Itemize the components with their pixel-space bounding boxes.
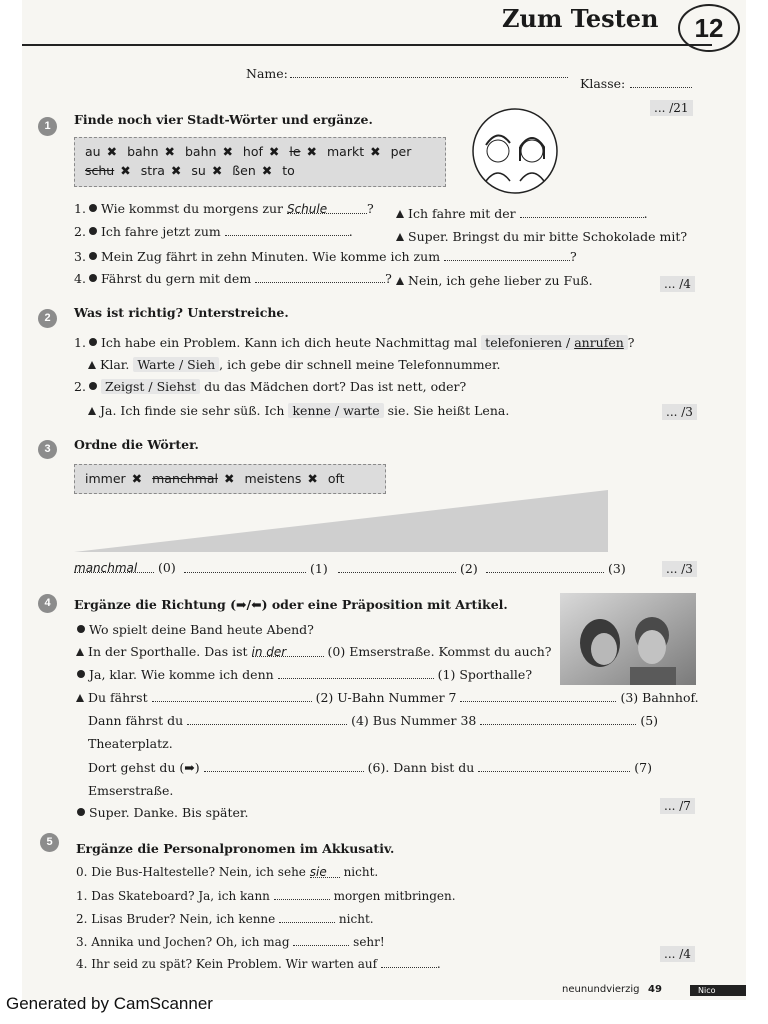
line-text: nicht. (338, 912, 374, 926)
ex3-answer-2 (338, 560, 478, 576)
option-a: telefonieren (485, 335, 563, 350)
answer-field[interactable] (204, 759, 364, 772)
ex4-line-5 (88, 712, 658, 728)
speaker-circle-icon (89, 382, 97, 390)
line-number: 4. (74, 271, 86, 286)
answer-field[interactable] (252, 644, 324, 657)
exercise-5-number: 5 (40, 833, 59, 852)
ex1-line-1 (74, 201, 374, 216)
class-label: Klasse: (580, 76, 626, 91)
heading-text: ) oder eine Präposition mit Artikel. (261, 597, 508, 612)
line-text: In der Sporthalle. Das ist (88, 644, 248, 659)
answer-field[interactable] (338, 560, 456, 573)
answer-field[interactable] (278, 666, 434, 679)
brand-logo: Nico (690, 985, 746, 996)
line-text: Dann fährst du (88, 713, 184, 728)
line-text: . (436, 957, 441, 971)
page-number: 49 (648, 984, 662, 995)
chapter-number: 12 (678, 4, 740, 52)
line-text: ? (385, 271, 392, 286)
ex1-line-2 (74, 223, 353, 239)
speaker-circle-icon (89, 338, 97, 346)
speaker-circle-icon (77, 670, 85, 678)
exercise-3-word-box: immer ✖ manchmal ✖ meistens ✖ oft (74, 464, 386, 494)
answer-field[interactable] (381, 955, 437, 968)
line-number: 2. (74, 224, 86, 239)
answer-field[interactable] (444, 248, 570, 261)
answer-field[interactable] (480, 712, 636, 725)
line-text: Annika und Jochen? Oh, ich mag (91, 935, 290, 949)
speaker-triangle-icon (396, 233, 404, 241)
word: immer (85, 471, 126, 486)
page-number-word: neunundvierzig (562, 984, 640, 995)
ex4-line-4 (74, 689, 699, 705)
exercise-2-heading: Was ist richtig? Unterstreiche. (74, 305, 289, 320)
total-score: ... /21 (650, 100, 693, 116)
arrow-left-icon: ⬅ (251, 597, 262, 612)
exercise-3-number: 3 (38, 440, 57, 459)
page-title: Zum Testen (502, 4, 659, 33)
choice-warte-sieh[interactable]: Warte / Sieh (133, 357, 219, 372)
line-text: ? (627, 335, 635, 350)
option-b-underlined: anrufen (574, 335, 624, 350)
exercise-3-score: ... /3 (662, 561, 697, 577)
line-number: 2. (74, 379, 86, 394)
ex1-line-1-reply (394, 205, 648, 221)
line-text: Ich fahre jetzt zum (100, 224, 221, 239)
ex2-line-3 (74, 379, 466, 394)
choice-kenne-warte[interactable]: kenne / warte (288, 403, 383, 418)
name-label: Name: (246, 66, 288, 81)
answer-field[interactable] (460, 689, 616, 702)
ex1-line-4-reply (394, 273, 593, 288)
speaker-triangle-icon (76, 648, 84, 656)
line-text: Super. Bringst du mir bitte Schokolade mit? (408, 229, 688, 244)
line-text: Ich habe ein Problem. Kann ich dich heute Nachmittag mal (100, 335, 478, 350)
ex2-line-2 (86, 357, 501, 372)
speaker-circle-icon (89, 204, 97, 212)
answer-field[interactable] (293, 933, 349, 946)
slot-label: (0) (157, 560, 176, 575)
camscanner-watermark: Generated by CamScanner (6, 994, 213, 1013)
choice-zeigst-siehst[interactable]: Zeigst / Siehst (101, 379, 200, 394)
ex4-line-9 (74, 805, 248, 820)
syllable: to (282, 163, 295, 178)
exercise-5-heading: Ergänze die Personalpronomen im Akkusativ. (76, 841, 395, 856)
speaker-circle-icon (77, 808, 85, 816)
line-text: Ja. Ich finde sie sehr süß. Ich (100, 403, 285, 418)
ex4-line-2 (74, 644, 551, 659)
answer-field[interactable] (478, 759, 630, 772)
handwritten-answer: in der (251, 645, 287, 659)
answer-field[interactable] (74, 560, 154, 573)
exercise-1-word-box: au ✖ bahn ✖ bahn ✖ hof ✖ le ✖ markt ✖ per schu ✖ stra ✖ su ✖ ßen ✖ to (74, 137, 446, 187)
ex4-line-1 (74, 622, 314, 637)
ex1-line-2-reply (394, 229, 687, 244)
two-kids-illustration (470, 107, 560, 195)
ex4-line-7 (88, 759, 652, 775)
line-text: morgen mitbringen. (333, 889, 456, 903)
exercise-4-heading: Ergänze die Richtung (➡/⬅) oder eine Präposition mit Artikel. (74, 597, 508, 612)
ex3-answer-1 (184, 560, 328, 576)
exercise-4-number: 4 (38, 594, 57, 613)
ex3-answer-0 (74, 560, 176, 575)
worksheet-page (22, 0, 746, 1000)
line-number: 0. (76, 865, 88, 879)
line-text: Super. Danke. Bis später. (89, 805, 249, 820)
line-text: Du fährst (88, 690, 148, 705)
exercise-4-score: ... /7 (660, 798, 695, 814)
speaker-triangle-icon (88, 361, 96, 369)
syllable: au (85, 144, 101, 159)
line-text: Ihr seid zu spät? Kein Problem. Wir warten auf (91, 957, 378, 971)
slot-label: (2) (459, 561, 478, 576)
line-number: 1. (76, 889, 88, 903)
line-text: (2) U-Bahn Nummer 7 (315, 690, 457, 705)
line-text: Fährst du gern mit dem (100, 271, 252, 286)
answer-field[interactable] (310, 865, 340, 878)
speaker-triangle-icon (396, 277, 404, 285)
ex4-line-8: Emserstraße. (88, 783, 174, 798)
exercise-1-score: ... /4 (660, 276, 695, 292)
frequency-wedge (74, 488, 608, 552)
line-number: 2. (76, 912, 88, 926)
word: oft (327, 471, 345, 486)
answer-field[interactable] (279, 910, 335, 923)
syllable: bahn (184, 144, 217, 159)
answer-field[interactable] (287, 201, 367, 214)
exercise-1-heading: Finde noch vier Stadt-Wörter und ergänze. (74, 112, 373, 127)
choice-telefonieren-anrufen[interactable] (481, 335, 628, 350)
line-number: 1. (74, 335, 86, 350)
ex2-line-1 (74, 335, 635, 350)
syllable: bahn (127, 144, 159, 159)
exercise-5-score: ... /4 (660, 946, 695, 962)
line-text: ) (194, 760, 200, 775)
syllable: su (191, 163, 206, 178)
speaker-triangle-icon (396, 210, 404, 218)
line-text: ? (570, 249, 577, 264)
syllable-crossed: schu (85, 163, 115, 178)
handwritten-answer: sie (309, 865, 327, 879)
ex5-line-2 (76, 910, 374, 926)
line-text: nicht. (343, 865, 379, 879)
arrow-right-icon: ➡ (184, 760, 195, 775)
answer-field[interactable] (274, 887, 330, 900)
line-text: Dort gehst du ( (88, 760, 185, 775)
word-crossed: manchmal (152, 471, 218, 486)
speaker-circle-icon (89, 227, 97, 235)
option-separator: / (562, 335, 575, 350)
answer-field[interactable] (152, 689, 312, 702)
ex1-line-3 (74, 248, 577, 264)
ex1-line-4 (74, 270, 392, 286)
ex2-line-4 (86, 403, 509, 418)
speaker-triangle-icon (76, 694, 84, 702)
arrow-right-icon: ➡ (236, 597, 247, 612)
line-text: Wo spielt deine Band heute Abend? (89, 622, 314, 637)
speaker-circle-icon (89, 252, 97, 260)
syllable: stra (140, 163, 165, 178)
line-text: (1) Sporthalle? (437, 667, 533, 682)
line-text: sehr! (353, 935, 385, 949)
class-field[interactable] (630, 87, 692, 88)
ex5-line-3 (76, 933, 385, 949)
answer-field[interactable] (520, 205, 644, 218)
line-text: Ja, klar. Wie komme ich denn (89, 667, 274, 682)
line-text: (3) Bahnhof. (620, 690, 699, 705)
syllable-crossed: le (289, 144, 301, 159)
line-text: Klar. (100, 357, 130, 372)
exercise-1-number: 1 (38, 117, 57, 136)
ex5-line-0 (76, 865, 378, 879)
line-text: . (348, 224, 353, 239)
line-text: ? (366, 201, 374, 216)
line-number: 4. (76, 957, 88, 971)
line-number: 3. (74, 249, 86, 264)
syllable: ßen (232, 163, 256, 178)
syllable: per (390, 144, 412, 159)
slot-label: (3) (607, 561, 626, 576)
line-text: Nein, ich gehe lieber zu Fuß. (408, 273, 593, 288)
line-number: 3. (76, 935, 88, 949)
answer-field[interactable] (187, 712, 347, 725)
syllable: markt (327, 144, 365, 159)
line-text: Das Skateboard? Ja, ich kann (91, 889, 270, 903)
exercise-3-heading: Ordne die Wörter. (74, 437, 199, 452)
couple-photo (560, 593, 696, 685)
answer-field[interactable] (486, 560, 604, 573)
exercise-2-score: ... /3 (662, 404, 697, 420)
line-text: Mein Zug fährt in zehn Minuten. Wie komme ich zum (100, 249, 441, 264)
line-text: sie. Sie heißt Lena. (387, 403, 510, 418)
line-text: Die Bus-Haltestelle? Nein, ich sehe (91, 865, 306, 879)
line-text: (5) (640, 713, 659, 728)
answer-field[interactable] (225, 223, 349, 236)
line-text: (7) (634, 760, 652, 775)
answer-field[interactable] (255, 270, 385, 283)
ex3-answer-3 (486, 560, 626, 576)
word: meistens (244, 471, 302, 486)
heading-text: Ergänze die Richtung ( (74, 597, 237, 612)
header-rule (22, 44, 712, 46)
line-text: (6). Dann bist du (367, 760, 475, 775)
syllable: hof (242, 144, 263, 159)
exercise-2-number: 2 (38, 309, 57, 328)
line-text: Lisas Bruder? Nein, ich kenne (91, 912, 276, 926)
line-text: . (643, 206, 648, 221)
handwritten-answer: Schule (286, 202, 328, 216)
line-text: du das Mädchen dort? Das ist nett, oder? (204, 379, 467, 394)
ex5-line-1 (76, 887, 456, 903)
line-number: 1. (74, 201, 86, 216)
answer-field[interactable] (184, 560, 306, 573)
name-field[interactable] (290, 77, 568, 78)
line-text: (0) Emserstraße. Kommst du auch? (327, 644, 552, 659)
speaker-circle-icon (89, 274, 97, 282)
line-text: (4) Bus Nummer 38 (351, 713, 477, 728)
ex4-line-3 (74, 666, 532, 682)
line-text: Wie kommst du morgens zur (100, 201, 283, 216)
speaker-circle-icon (77, 625, 85, 633)
line-text: , ich gebe dir schnell meine Telefonnummer. (219, 357, 501, 372)
handwritten-answer: manchmal (74, 561, 138, 575)
line-text: Ich fahre mit der (408, 206, 516, 221)
ex5-line-4 (76, 955, 441, 971)
speaker-triangle-icon (88, 407, 96, 415)
slot-label: (1) (309, 561, 328, 576)
ex4-line-6: Theaterplatz. (88, 736, 173, 751)
